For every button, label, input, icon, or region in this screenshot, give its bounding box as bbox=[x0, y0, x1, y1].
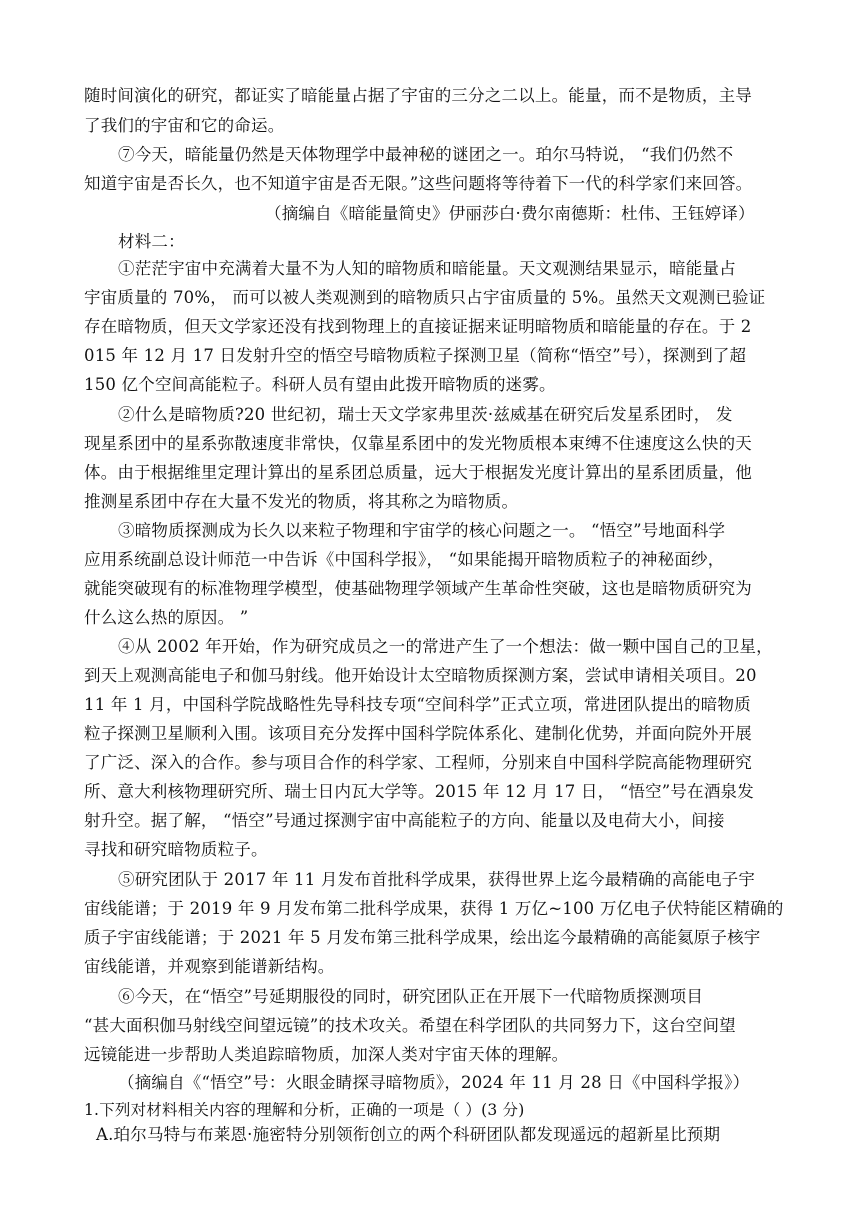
material2-paragraph-3-line-3: 就能突破现有的标准物理学模型，使基础物理学领域产生革命性突破，这也是暗物质研究为 bbox=[84, 579, 752, 598]
material1-line-2: 了我们的宇宙和它的命运。 bbox=[84, 116, 285, 135]
material2-paragraph-5-line-3: 质子宇宙线能谱；于 2021 年 5 月发布第三批科学成果，绘出迄今最精确的高能氦原子核宇 bbox=[84, 928, 761, 947]
material2-paragraph-6-line-1: ⑥今天，在“悟空”号延期服役的同时，研究团队正在开展下一代暗物质探测项目 bbox=[118, 987, 704, 1006]
material2-paragraph-5-line-1: ⑤研究团队于 2017 年 11 月发布首批科学成果，获得世界上迄今最精确的高能电子宇 bbox=[118, 870, 756, 889]
material2-paragraph-4-line-3: 11 年 1 月，中国科学院战略性先导科技专项“空间科学”正式立项，常进团队提出的暗物质 bbox=[84, 695, 751, 714]
material2-paragraph-3-line-1: ③暗物质探测成为长久以来粒子物理和宇宙学的核心问题之一。 “悟空”号地面科学 bbox=[118, 521, 726, 540]
material2-paragraph-6-line-3: 远镜能进一步帮助人类追踪暗物质，加深人类对宇宙天体的理解。 bbox=[84, 1045, 569, 1064]
material2-paragraph-6-line-2: “甚大面积伽马射线空间望远镜”的技术攻关。希望在科学团队的共同努力下，这台空间望 bbox=[84, 1016, 736, 1035]
material1-paragraph-7-line-2: 知道宇宙是否长久，也不知道宇宙是否无限。”这些问题将等待着下一代的科学家们来回答。 bbox=[84, 174, 753, 193]
material2-heading: 材料二： bbox=[118, 232, 185, 251]
material2-source: （摘编自《“悟空”号：火眼金睛探寻暗物质》，2024 年 11 月 28 日《中国科学报》） bbox=[118, 1073, 750, 1092]
material2-paragraph-1-line-5: 150 亿个空间高能粒子。科研人员有望由此拨开暗物质的迷雾。 bbox=[84, 375, 556, 394]
material2-paragraph-1-line-3: 存在暗物质，但天文学家还没有找到物理上的直接证据来证明暗物质和暗能量的存在。于 2 bbox=[84, 317, 752, 336]
material2-paragraph-4-line-1: ④从 2002 年开始，作为研究成员之一的常进产生了一个想法：做一颗中国自己的卫星， bbox=[118, 637, 773, 656]
material2-paragraph-4-line-7: 射升空。据了解， “悟空”号通过探测宇宙中高能粒子的方向、能量以及电荷大小，间接 bbox=[84, 811, 725, 830]
material2-paragraph-1-line-2: 宇宙质量的 70%， 而可以被人类观测到的暗物质只占宇宙质量的 5%。虽然天文观测已验证 bbox=[84, 288, 766, 307]
material2-paragraph-1-line-1: ①茫茫宇宙中充满着大量不为人知的暗物质和暗能量。天文观测结果显示，暗能量占 bbox=[118, 259, 736, 278]
material2-paragraph-2-line-3: 体。由于根据维里定理计算出的星系团总质量，远大于根据发光度计算出的星系团质量，他 bbox=[84, 463, 752, 482]
material2-paragraph-4-line-6: 所、意大利核物理研究所、瑞士日内瓦大学等。2015 年 12 月 17 日， “悟空”号在酒泉发 bbox=[84, 782, 754, 801]
material2-paragraph-4-line-4: 粒子探测卫星顺利入围。该项目充分发挥中国科学院体系化、建制化优势，并面向院外开展 bbox=[84, 724, 752, 743]
material2-paragraph-4-line-8: 寻找和研究暗物质粒子。 bbox=[84, 840, 268, 859]
material2-paragraph-5-line-2: 宙线能谱；于 2019 年 9 月发布第二批科学成果，获得 1 万亿~100 万亿电子伏特能区精确的 bbox=[84, 899, 784, 918]
question-1-stem: 1.下列对材料相关内容的理解和分析，正确的一项是（ ）(3 分) bbox=[84, 1101, 525, 1119]
material2-paragraph-2-line-4: 推测星系团中存在大量不发光的物质，将其称之为暗物质。 bbox=[84, 492, 519, 511]
material2-paragraph-4-line-5: 了广泛、深入的合作。参与项目合作的科学家、工程师，分别来自中国科学院高能物理研究 bbox=[84, 753, 752, 772]
material2-paragraph-2-line-1: ②什么是暗物质?20 世纪初，瑞士天文学家弗里茨·兹威基在研究后发星系团时， 发 bbox=[118, 405, 733, 424]
material1-paragraph-7-line-1: ⑦今天，暗能量仍然是天体物理学中最神秘的谜团之一。珀尔马特说， “我们仍然不 bbox=[118, 145, 734, 164]
question-1-option-a: A.珀尔马特与布莱恩·施密特分别领衔创立的两个科研团队都发现遥远的超新星比预期 bbox=[96, 1125, 721, 1144]
material2-paragraph-4-line-2: 到天上观测高能电子和伽马射线。他开始设计太空暗物质探测方案，尝试申请相关项目。20 bbox=[84, 666, 757, 685]
material2-paragraph-3-line-2: 应用系统副总设计师范一中告诉《中国科学报》， “如果能揭开暗物质粒子的神秘面纱， bbox=[84, 550, 725, 569]
material2-paragraph-5-line-4: 宙线能谱，并观察到能谱新结构。 bbox=[84, 957, 335, 976]
material1-line-1: 随时间演化的研究，都证实了暗能量占据了宇宙的三分之二以上。能量，而不是物质，主导 bbox=[84, 86, 752, 105]
material2-paragraph-1-line-4: 015 年 12 月 17 日发射升空的悟空号暗物质粒子探测卫星（简称“悟空”号），探测到了超 bbox=[84, 346, 747, 365]
material2-paragraph-3-line-4: 什么这么热的原因。 ” bbox=[84, 608, 249, 627]
material2-paragraph-2-line-2: 现星系团中的星系弥散速度非常快，仅靠星系团中的发光物质根本束缚不住速度这么快的天 bbox=[84, 434, 752, 453]
material1-source: （摘编自《暗能量简史》伊丽莎白·费尔南德斯：杜伟、王钰婷译） bbox=[265, 204, 755, 223]
